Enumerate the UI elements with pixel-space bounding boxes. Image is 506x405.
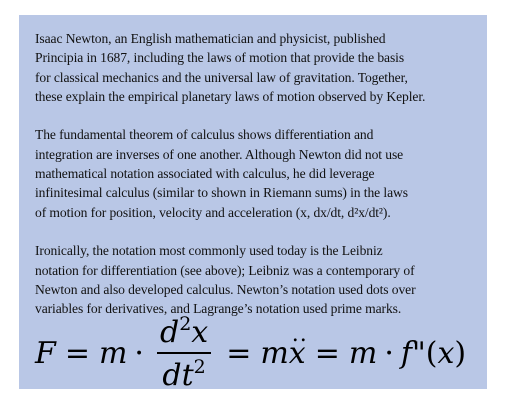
x-double-dot: .. x <box>289 336 306 371</box>
numerator-exponent: 2 <box>179 313 192 335</box>
numerator-x: x <box>191 315 209 350</box>
mass-symbol-2: m <box>260 335 289 371</box>
equals-sign-3: = <box>314 335 340 371</box>
content-card <box>19 15 487 393</box>
paragraph-calculus-theorem: The fundamental theorem of calculus shows differentiation and integration are inverses of one another. Although Newton did not use mathematical notation associated with calculus, he did leverage infinitesimal calculus (similar to shown in Riemann sums) in the laws of motion for position, velocity and acceleration (x, dx/dt, d²x/dt²). <box>35 127 408 220</box>
leibniz-fraction <box>157 315 211 391</box>
equation-force-symbol: F <box>35 335 56 371</box>
fraction-denominator <box>159 354 208 391</box>
equation-row <box>35 313 481 393</box>
fraction-numerator <box>157 315 211 352</box>
mass-symbol-1: m <box>98 335 128 371</box>
multiply-dot-2: · <box>384 335 394 371</box>
denominator-exponent: 2 <box>193 356 206 378</box>
newton-second-law-equation <box>35 313 481 393</box>
open-paren: ( <box>425 335 438 371</box>
function-f: f <box>400 335 412 371</box>
multiply-dot-1: · <box>134 335 144 371</box>
equals-sign-2: = <box>226 335 252 371</box>
denominator-dt: dt <box>162 358 194 393</box>
prime-marks: " <box>411 335 426 371</box>
argument-x: x <box>437 335 455 371</box>
numerator-d: d <box>159 315 180 350</box>
equals-sign-1: = <box>64 335 90 371</box>
paragraph-newton-principia: Isaac Newton, an English mathematician and physicist, published Principia in 1687, including the laws of motion that provide the basis for classical mechanics and the universal law of gravitation. Together, these explain the empirical planetary laws of motion observed by Kepler. <box>35 31 426 104</box>
paragraph-notation: Ironically, the notation most commonly used today is the Leibniz notation for differentiation (see above); Leibniz was a contemporary of Newton and also developed calculus. Newton’s notation used dots over variables for derivatives, and Lagrange’s notation used prime marks. <box>35 243 416 317</box>
close-paren: ) <box>454 335 467 371</box>
mass-symbol-3: m <box>348 335 378 371</box>
